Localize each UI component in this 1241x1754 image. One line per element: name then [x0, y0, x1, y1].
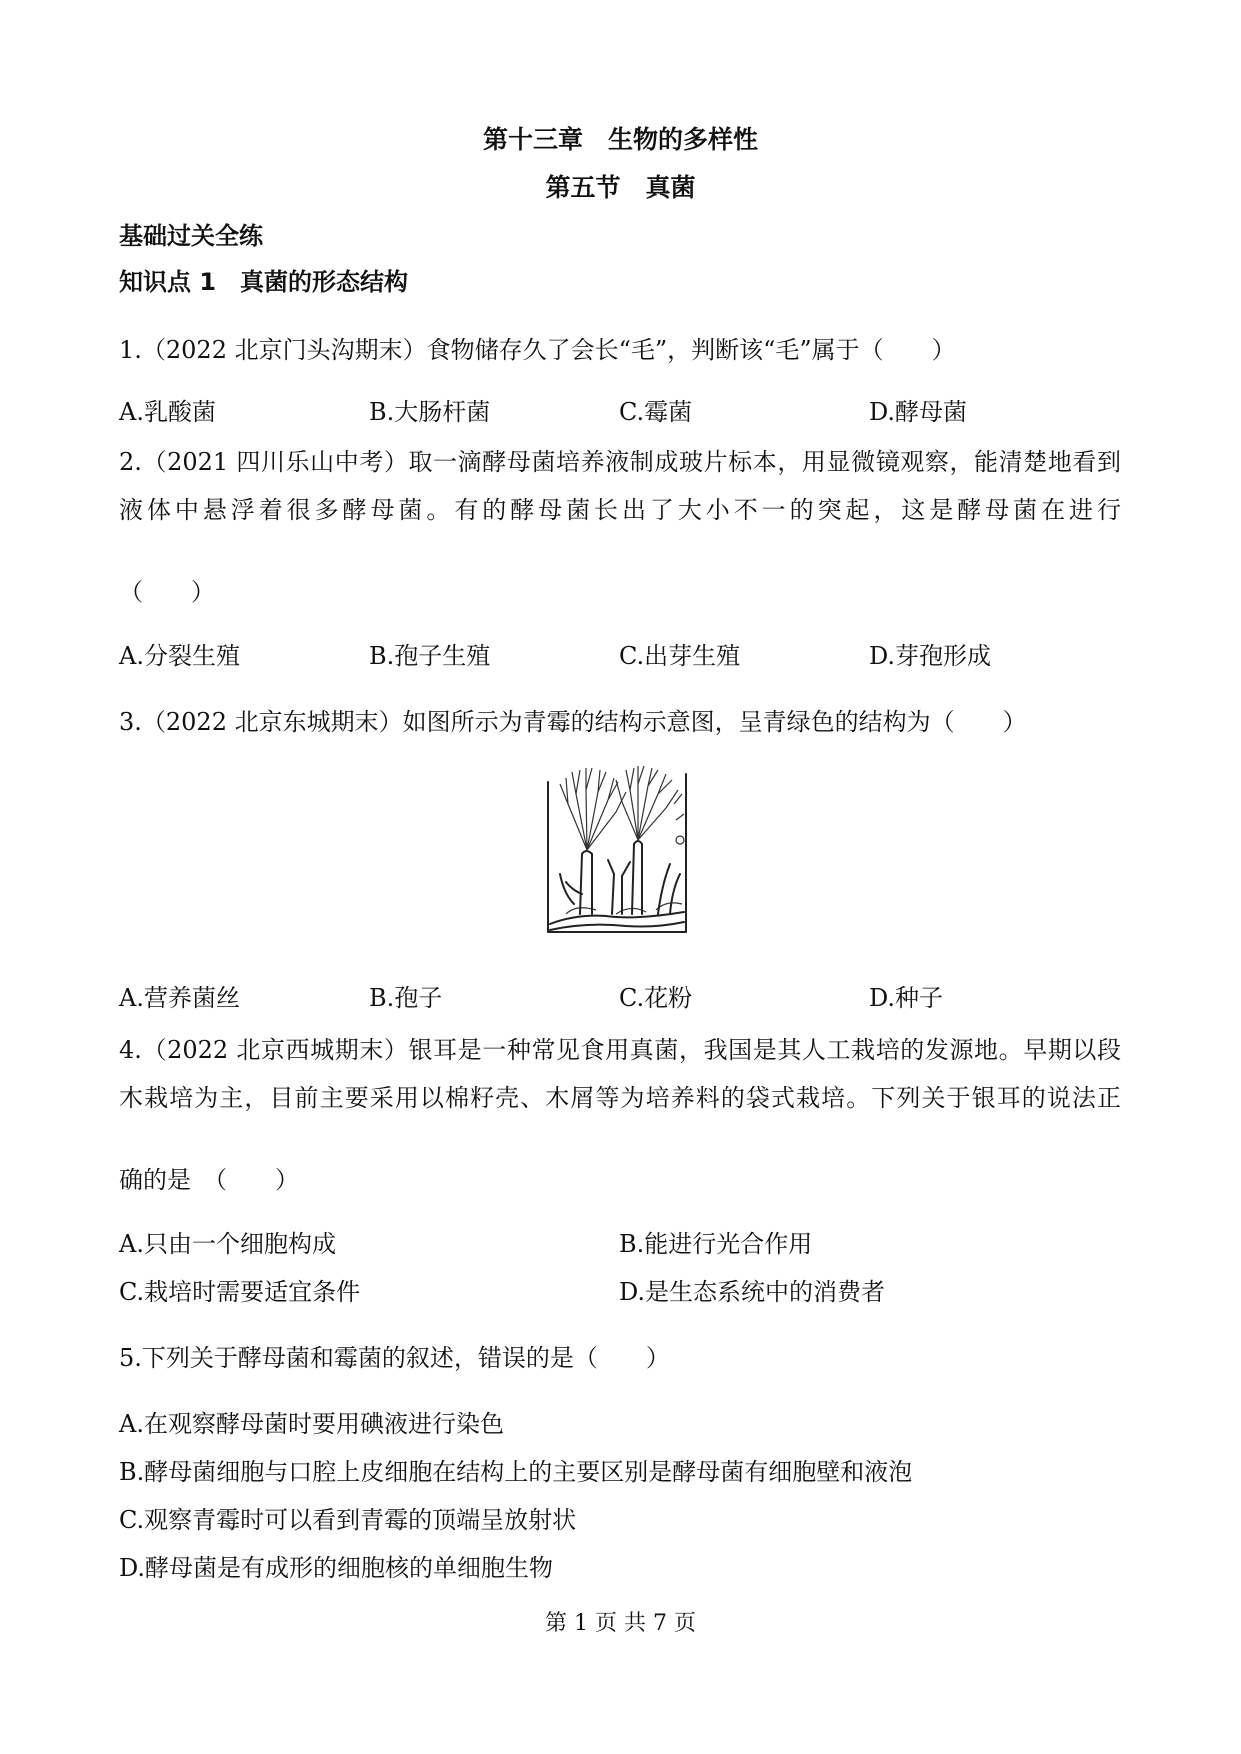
question-1-option-b: B.大肠杆菌: [369, 398, 491, 426]
question-4-stem-line-3: 确的是 （ ）: [119, 1166, 299, 1194]
question-1-option-d: D.酵母菌: [869, 398, 968, 426]
practice-heading: 基础过关全练: [119, 222, 263, 250]
knowledge-point-heading: 知识点 1 真菌的形态结构: [119, 268, 409, 296]
question-5-option-c: C.观察青霉时可以看到青霉的顶端呈放射状: [119, 1506, 577, 1534]
question-2-option-a: A.分裂生殖: [119, 642, 240, 670]
question-2-stem-line-1: 2.（2021 四川乐山中考）取一滴酵母菌培养液制成玻片标本，用显微镜观察，能清楚地看到: [119, 448, 1121, 476]
question-3-option-b: B.孢子: [369, 984, 443, 1012]
question-1-option-a: A.乳酸菌: [119, 398, 216, 426]
question-5-stem: 5.下列关于酵母菌和霉菌的叙述，错误的是（ ）: [119, 1344, 670, 1372]
question-2-stem-line-3: （ ）: [119, 578, 215, 606]
question-5-option-d: D.酵母菌是有成形的细胞核的单细胞生物: [119, 1554, 554, 1582]
page-number: 第 1 页 共 7 页: [545, 1611, 696, 1636]
question-2-option-d: D.芽孢形成: [869, 642, 992, 670]
question-2-option-c: C.出芽生殖: [619, 642, 741, 670]
question-1-stem: 1.（2022 北京门头沟期末）食物储存久了会长“毛”，判断该“毛”属于（ ）: [119, 336, 956, 364]
question-5-option-a: A.在观察酵母菌时要用碘液进行染色: [119, 1410, 504, 1438]
question-5-option-b: B.酵母菌细胞与口腔上皮细胞在结构上的主要区别是酵母菌有细胞壁和液泡: [119, 1458, 913, 1486]
question-3-option-a: A.营养菌丝: [119, 984, 240, 1012]
question-3-option-d: D.种子: [869, 984, 944, 1012]
question-2-stem-line-2: 液体中悬浮着很多酵母菌。有的酵母菌长出了大小不一的突起，这是酵母菌在进行: [119, 496, 1121, 524]
chapter-title: 第十三章 生物的多样性: [482, 125, 758, 154]
section-title: 第五节 真菌: [545, 173, 696, 202]
question-3-option-c: C.花粉: [619, 984, 693, 1012]
penicillium-structure-diagram: [546, 764, 690, 936]
question-4-option-a: A.只由一个细胞构成: [119, 1230, 336, 1258]
question-4-stem-line-2: 木栽培为主，目前主要采用以棉籽壳、木屑等为培养料的袋式栽培。下列关于银耳的说法正: [119, 1084, 1121, 1112]
question-4-option-d: D.是生态系统中的消费者: [619, 1278, 886, 1306]
question-4-option-b: B.能进行光合作用: [619, 1230, 813, 1258]
question-4-option-c: C.栽培时需要适宜条件: [119, 1278, 361, 1306]
question-1-option-c: C.霉菌: [619, 398, 693, 426]
question-3-stem: 3.（2022 北京东城期末）如图所示为青霉的结构示意图，呈青绿色的结构为（ ）: [119, 708, 1027, 736]
question-4-stem-line-1: 4.（2022 北京西城期末）银耳是一种常见食用真菌，我国是其人工栽培的发源地。早期以段: [119, 1036, 1121, 1064]
question-2-option-b: B.孢子生殖: [369, 642, 491, 670]
